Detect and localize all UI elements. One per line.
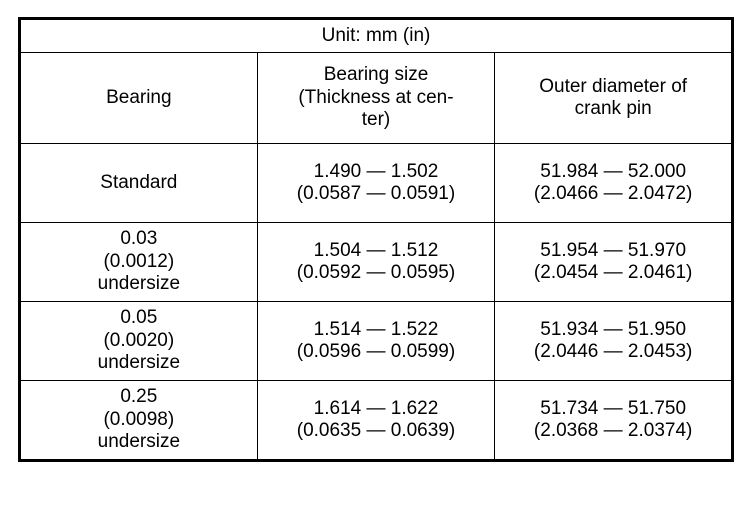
cell-bearing (20, 381, 258, 461)
column-header-outer-diameter-line2: crank pin (574, 98, 652, 119)
bearing-size-in: (0.0596 — 0.0599) (296, 341, 456, 362)
column-header-bearing: Bearing (20, 53, 258, 144)
cell-outer-diameter (495, 381, 733, 461)
column-header-outer-diameter (495, 53, 733, 144)
bearing-label-line2: (0.0012) (103, 250, 175, 272)
bearing-size-mm: 1.490 — 1.502 (313, 160, 439, 182)
bearing-size-in: (0.0635 — 0.0639) (296, 420, 456, 441)
cell-outer-diameter (495, 302, 733, 381)
cell-bearing-size (257, 381, 495, 461)
unit-note: Unit: mm (in) (20, 19, 733, 53)
outer-diameter-mm: 51.954 — 51.970 (540, 239, 687, 261)
cell-bearing (20, 144, 258, 223)
bearing-label-line3: undersize (97, 273, 181, 295)
outer-diameter-mm: 51.734 — 51.750 (540, 397, 687, 419)
outer-diameter-mm: 51.984 — 52.000 (540, 160, 687, 182)
bearing-size-in: (0.0592 — 0.0595) (296, 262, 456, 283)
column-header-bearing-size-line1: Bearing size (323, 64, 429, 86)
outer-diameter-in: (2.0368 — 2.0374) (533, 420, 693, 441)
outer-diameter-mm: 51.934 — 51.950 (540, 318, 687, 340)
outer-diameter-in: (2.0466 — 2.0472) (533, 183, 693, 204)
bearing-label-line2: (0.0020) (103, 329, 175, 351)
column-header-bearing-size (257, 53, 495, 144)
bearing-size-mm: 1.614 — 1.622 (313, 397, 439, 419)
column-header-bearing-size-line2: (Thickness at cen- (298, 86, 454, 108)
cell-outer-diameter (495, 223, 733, 302)
cell-bearing (20, 302, 258, 381)
column-header-bearing-size-line3: ter) (361, 109, 391, 131)
bearing-label-line1: 0.25 (120, 386, 158, 408)
bearing-label-line3: undersize (97, 352, 181, 374)
table-row (20, 381, 733, 461)
bearing-label-line1: Standard (100, 171, 178, 193)
bearing-label-line1: 0.03 (120, 228, 158, 250)
table-row (20, 302, 733, 381)
bearing-size-in: (0.0587 — 0.0591) (296, 183, 456, 204)
bearing-specification-table (18, 17, 734, 462)
table-row (20, 223, 733, 302)
bearing-label-line1: 0.05 (120, 307, 158, 329)
outer-diameter-in: (2.0446 — 2.0453) (533, 341, 693, 362)
cell-bearing (20, 223, 258, 302)
table-header-row (20, 53, 733, 144)
cell-bearing-size (257, 144, 495, 223)
outer-diameter-in: (2.0454 — 2.0461) (533, 262, 693, 283)
column-header-outer-diameter-line1: Outer diameter of (539, 75, 688, 97)
unit-row (20, 19, 733, 53)
bearing-label-line3: undersize (97, 431, 181, 453)
table-row (20, 144, 733, 223)
bearing-label-line2: (0.0098) (103, 408, 175, 430)
bearing-size-mm: 1.514 — 1.522 (313, 318, 439, 340)
bearing-size-mm: 1.504 — 1.512 (313, 239, 439, 261)
cell-bearing-size (257, 223, 495, 302)
cell-outer-diameter (495, 144, 733, 223)
cell-bearing-size (257, 302, 495, 381)
